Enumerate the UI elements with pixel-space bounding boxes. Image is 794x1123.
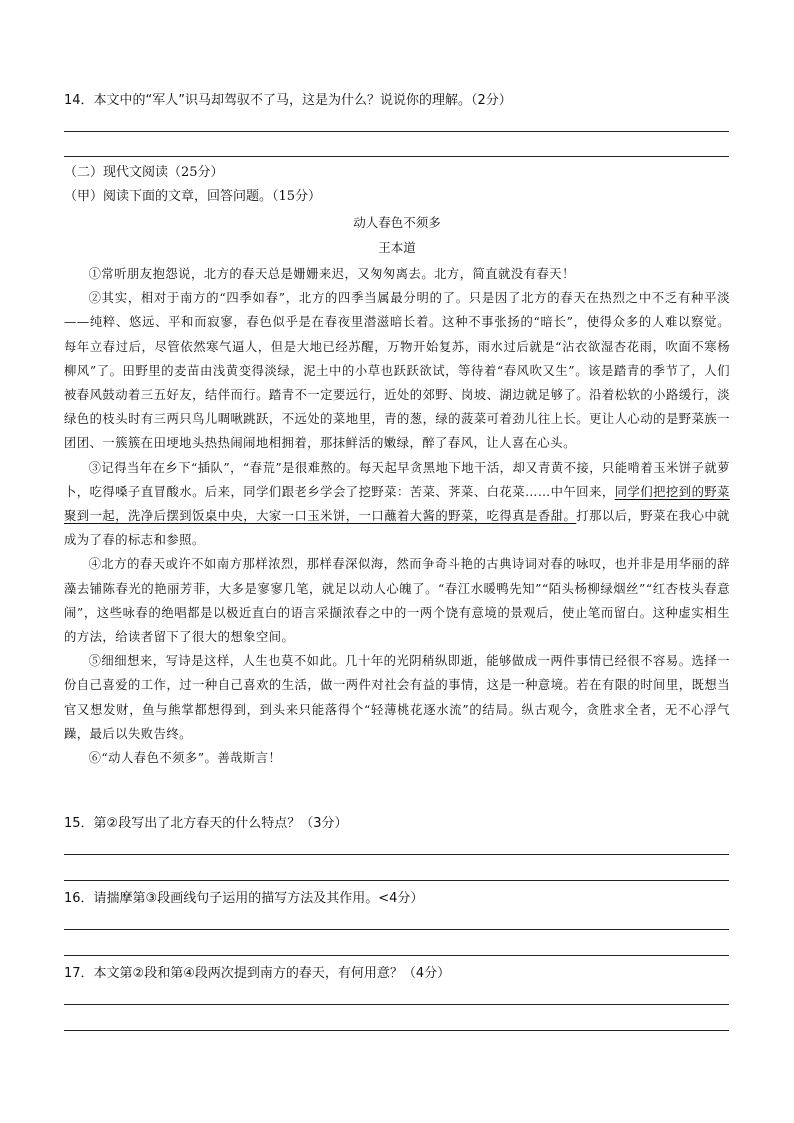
question-17: 17．本文第②段和第④段两次提到南方的春天，有何用意？（4分） — [64, 966, 451, 981]
paragraph-2: ②其实，相对于南方的“四季如春”，北方的四季当属最分明的了。只是因了北方的春天在热烈之中不乏有种平淡——纯粹、悠远、平和而寂寥，春色似乎是在春夜里潜滋暗长着。这种不事张扬的“暗长”，使得众多的人难以察觉。每年立春过后，尽管依然寒气逼人，但是大地已经苏醒，万物开始复苏，雨水过后就是“沾衣欲湿杏花雨，吹面不寒杨柳风”了。田野里的麦苗由浅黄变得淡绿，泥土中的小草也跃跃欲试，等待着“春风吹又生”。该是踏青的季节了，人们被春风鼓动着三五好友，结伴而行。踏青不一定要远行，近处的郊野、岗坡、湖边就足够了。沿着松软的小路缓行，淡绿色的枝头时有三两只鸟儿啁啾跳跃，不远处的菜地里，青的葱，绿的菠菜可着劲儿往上长。更让人心动的是野菜族一团团、一簇簇在田埂地头热热闹闹地相拥着，那抹鲜活的嫩绿，醉了春风，让人喜在心头。 — [64, 291, 730, 451]
answer-line — [64, 156, 729, 157]
paragraph-1: ①常听朋友抱怨说，北方的春天总是姗姗来迟，又匆匆离去。北方，简直就没有春天！ — [88, 267, 575, 281]
answer-line — [64, 955, 729, 956]
answer-line — [64, 929, 729, 930]
paragraph-5: ⑤细细想来，写诗是这样，人生也莫不如此。几十年的光阴稍纵即逝，能够做成一两件事情已经很不容易。选择一份自己喜爱的工作，过一种自己喜欢的生活，做一两件对社会有益的事情，这是一种意境。若在有限的时间里，既想当官又想发财，鱼与熊掌都想得到，到头来只能落得个“轻薄桃花逐水流”的结局。纵古观今，贪胜求全者，无不心浮气躁，最后以失败告终。 — [64, 654, 730, 741]
question-14: 14．本文中的“军人”识马却驾驭不了马，这是为什么？说说你的理解。（2分） — [64, 93, 512, 108]
answer-line — [64, 131, 729, 132]
answer-line — [64, 1004, 729, 1005]
answer-line — [64, 854, 729, 855]
section-title: （二）现代文阅读（25分） — [64, 165, 224, 180]
article-title: 动人春色不须多 — [353, 215, 441, 230]
underlined-sentence: 同学们把挖到的野菜聚到一起，洗净后摆到饭桌中央，大家一口玉米饼，一口蘸着大酱的野菜，吃得真是香甜。 — [64, 484, 730, 524]
article-author: 王本道 — [378, 240, 416, 255]
paragraph-4: ④北方的春天或许不如南方那样浓烈，那样春深似海，然而争奇斗艳的古典诗词对春的咏叹，也并非是用华丽的辞藻去铺陈春光的艳丽芳菲，大多是寥寥几笔，就足以动人心魄了。“春江水暖鸭先知”“陌头杨柳绿烟丝”“红杏枝头春意闹”，这些咏春的绝唱都是以极近直白的语言采撷浓春之中的一两个饶有意境的景观后，使止笔而留白。这种虚实相生的方法，给读者留下了很大的想象空间。 — [64, 557, 730, 645]
paragraph-3-end: 打那以后，野菜在我心中就成为了春的标志和参照。 — [64, 509, 730, 548]
question-15: 15．第②段写出了北方春天的什么特点？（3分） — [64, 816, 348, 831]
answer-line — [64, 880, 729, 881]
part-a-instruction: （甲）阅读下面的文章，回答问题。（15分） — [64, 189, 322, 204]
question-16: 16．请揣摩第③段画线句子运用的描写方法及其作用。<4分） — [64, 891, 424, 906]
article-body — [64, 262, 730, 770]
answer-line — [64, 1030, 729, 1031]
paragraph-6: ⑥“动人春色不须多”。善哉斯言！ — [88, 751, 282, 766]
paragraph-3-start: ③记得当年在乡下“插队”，“春荒”是很难熬的。每天起早贪黑地下地干活，却又青黄不接，只能啃着玉米饼子就萝卜，吃得嗓子直冒酸水。后来，同学们跟老乡学会了挖野菜：苦菜、荠菜、白花菜……中午回来， — [64, 460, 730, 499]
paragraph-3 — [64, 456, 730, 553]
